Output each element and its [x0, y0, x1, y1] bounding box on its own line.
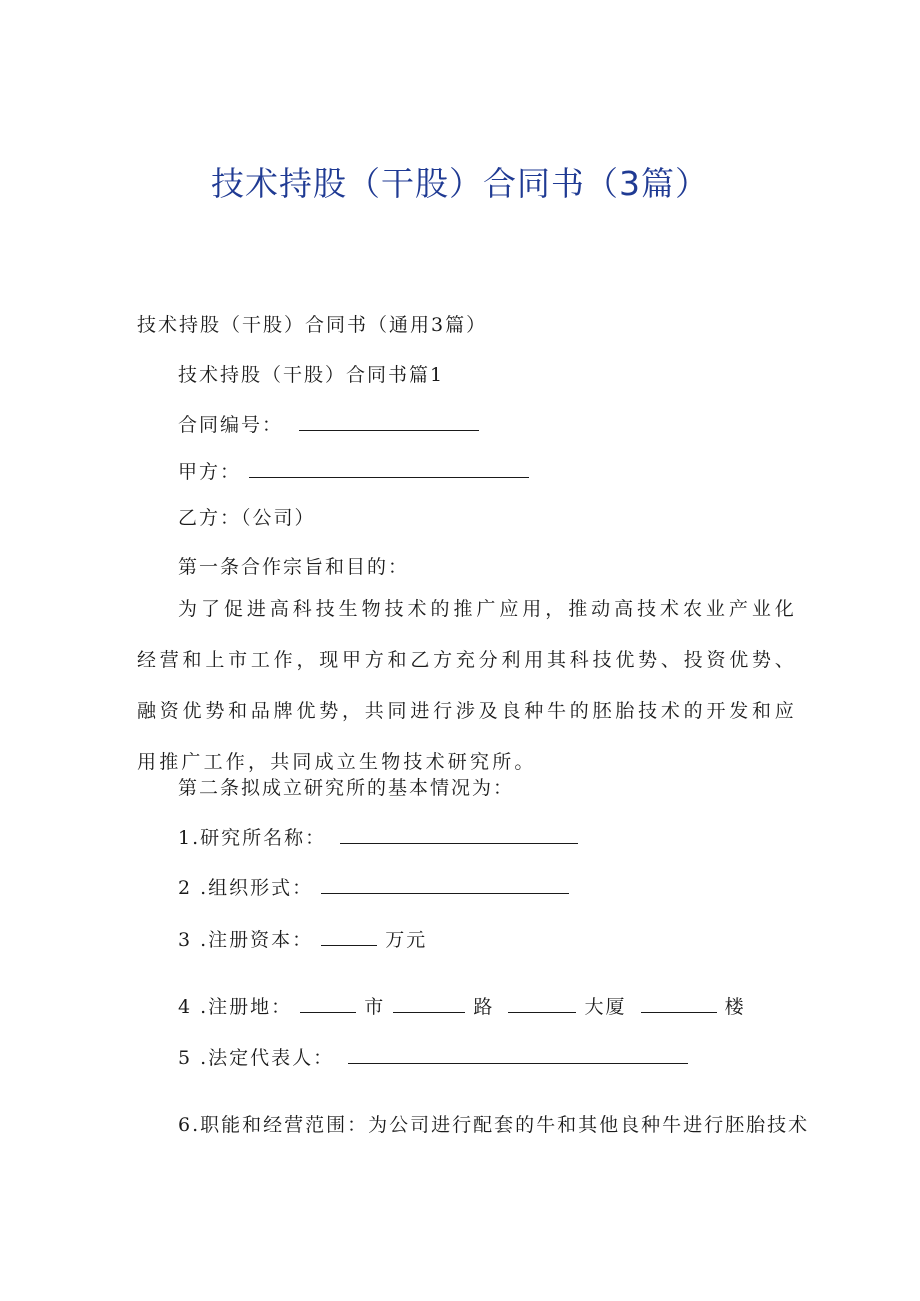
item4-city-blank [300, 994, 356, 1013]
item4-building-blank [508, 994, 576, 1013]
item5-label: 5 .法定代表人： [178, 1047, 335, 1069]
party-a-row [178, 459, 529, 484]
item3-label: 3 .注册资本： [178, 929, 314, 951]
item2-label: 2 .组织形式： [178, 877, 314, 899]
item3-row [178, 927, 427, 952]
party-a-blank [249, 459, 529, 478]
item3-blank [321, 927, 377, 946]
item4-road-blank [393, 994, 465, 1013]
article2-heading: 第二条拟成立研究所的基本情况为： [178, 777, 515, 799]
article1-body: 为了促进高科技生物技术的推广应用，推动高技术农业产业化经营和上市工作，现甲方和乙方充分利用其科技优势、投资优势、融资优势和品牌优势，共同进行涉及良种牛的胚胎技术的开发和应用推广工作，共同成立生物技术研究所。 [137, 598, 797, 773]
item1-row [178, 825, 578, 850]
item2-blank [321, 875, 569, 894]
item6-text: 6.职能和经营范围：为公司进行配套的牛和其他良种牛进行胚胎技术 [178, 1114, 810, 1136]
item4-row [178, 994, 746, 1019]
item4-road: 路 [473, 996, 495, 1018]
document-subtitle: 技术持股（干股）合同书（通用3篇） [137, 314, 488, 336]
item1-blank [340, 825, 578, 844]
contract-number-label: 合同编号： [178, 414, 284, 436]
item4-label: 4 .注册地： [178, 996, 293, 1018]
party-a-label: 甲方： [178, 461, 242, 483]
item4-city: 市 [364, 996, 386, 1018]
item2-row [178, 875, 569, 900]
party-b-label: 乙方：（公司） [178, 507, 316, 529]
item4-building: 大厦 [584, 996, 627, 1018]
contract-number-blank [299, 412, 479, 431]
item5-row [178, 1045, 688, 1070]
contract-number-row [178, 412, 479, 437]
item4-floor-blank [641, 994, 717, 1013]
document-title: 技术持股（干股）合同书（3篇） [211, 164, 709, 203]
item4-floor: 楼 [724, 996, 746, 1018]
item3-unit: 万元 [385, 929, 428, 951]
item1-label: 1.研究所名称： [178, 827, 327, 849]
article1-heading: 第一条合作宗旨和目的： [178, 556, 410, 578]
item5-blank [348, 1045, 688, 1064]
section-heading: 技术持股（干股）合同书篇1 [178, 364, 445, 386]
